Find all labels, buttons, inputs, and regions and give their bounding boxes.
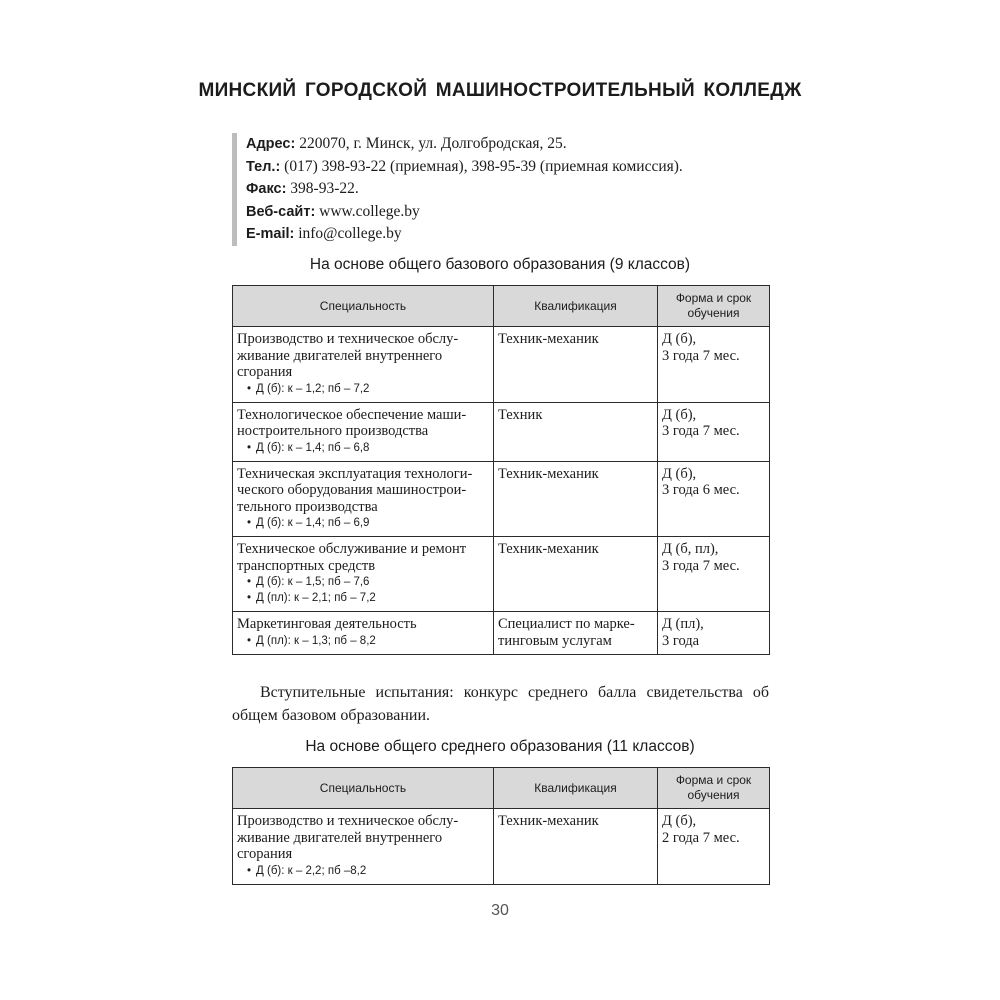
- specialty-name: Производство и техническое обслуживание двигателей внутреннего сгорания: [237, 813, 459, 862]
- qualification-cell: Техник-механик: [494, 537, 658, 612]
- email-value: info@college.by: [294, 225, 402, 242]
- phone-line: [246, 156, 806, 179]
- bullet-icon: •: [247, 576, 252, 588]
- admission-score: [237, 574, 489, 590]
- table-body: [233, 327, 770, 655]
- study-term: 2 года 7 мес.: [662, 829, 740, 846]
- bullet-icon: •: [247, 592, 252, 604]
- table-row: [233, 809, 770, 885]
- qualification-cell: Техник-механик: [494, 809, 658, 885]
- website-label: Веб-сайт:: [246, 203, 316, 220]
- admission-score: [237, 633, 489, 649]
- table-row: [233, 537, 770, 612]
- study-term: 3 года 7 мес.: [662, 347, 740, 364]
- column-header-specialty: Специальность: [233, 768, 494, 809]
- study-form: Д (б),: [662, 331, 697, 347]
- table-header-row: [233, 286, 770, 327]
- specialty-cell: [233, 461, 494, 537]
- bullet-icon: •: [247, 441, 252, 454]
- specialty-name: Техническая эксплуатация технологического оборудования машиностроительного производства: [237, 465, 473, 515]
- specialty-name: Маркетинговая деятельность: [237, 616, 417, 632]
- bullet-icon: •: [247, 517, 252, 529]
- specialty-cell: [233, 402, 494, 461]
- qualification-cell: Техник: [494, 402, 658, 461]
- admission-score-text: Д (б): к – 1,2; пб – 7,2: [256, 382, 370, 395]
- table-row: [233, 612, 770, 655]
- page-title: МИНСКИЙ ГОРОДСКОЙ МАШИНОСТРОИТЕЛЬНЫЙ КОЛЛЕДЖ: [198, 80, 802, 101]
- admission-score-text: Д (б): к – 1,5; пб – 7,6: [256, 576, 370, 588]
- study-term: 3 года 7 мес.: [662, 423, 740, 439]
- table-header-row: [233, 768, 770, 809]
- specialty-cell: [233, 537, 494, 612]
- email-line: [246, 223, 806, 246]
- study-term: 3 года: [662, 632, 700, 649]
- column-header-form-term: Форма и срок обучения: [658, 768, 770, 809]
- specialty-cell: [233, 612, 494, 655]
- study-form: Д (б),: [662, 465, 697, 482]
- entrance-note: Вступительные испытания: конкурс среднего балла свидетельства об общем базовом образовании.: [232, 684, 769, 724]
- column-header-qualification: Квалификация: [494, 286, 658, 327]
- address-value: 220070, г. Минск, ул. Долгобродская, 25.: [295, 135, 567, 152]
- admission-score: [237, 381, 489, 397]
- fax-value: 398-93-22.: [286, 180, 359, 197]
- phone-value: (017) 398-93-22 (приемная), 398-95-39 (приемная комиссия).: [280, 157, 683, 175]
- column-header-form-term: Форма и срок обучения: [658, 286, 770, 327]
- address-line: [246, 133, 806, 156]
- form-term-cell: [658, 537, 770, 612]
- admission-score-text: Д (б): к – 1,4; пб – 6,9: [256, 517, 370, 529]
- website-line: [246, 201, 806, 224]
- admission-score: [237, 590, 489, 606]
- specialty-cell: [233, 809, 494, 885]
- column-header-specialty: Специальность: [233, 286, 494, 327]
- form-term-cell: [658, 327, 770, 403]
- section1-heading: На основе общего базового образования (9 классов): [309, 256, 691, 273]
- fax-line: [246, 178, 806, 201]
- admission-score-text: Д (пл): к – 2,1; пб – 7,2: [256, 592, 376, 604]
- specialty-table-9: [232, 285, 770, 655]
- bullet-icon: •: [247, 634, 252, 647]
- page-number: 30: [491, 902, 509, 919]
- table-body: [233, 809, 770, 885]
- contact-block: [232, 133, 806, 246]
- study-form: Д (б),: [662, 813, 697, 829]
- specialty-name: Производство и техническое обслуживание двигателей внутреннего сгорания: [237, 331, 459, 380]
- table-row: [233, 461, 770, 537]
- section2-heading: На основе общего среднего образования (11 классов): [305, 738, 695, 755]
- form-term-cell: [658, 809, 770, 885]
- column-header-qualification: Квалификация: [494, 768, 658, 809]
- qualification-cell: Техник-механик: [494, 327, 658, 403]
- table-row: [233, 402, 770, 461]
- admission-score: [237, 440, 489, 456]
- admission-score: [237, 863, 489, 879]
- website-value: www.college.by: [315, 202, 420, 220]
- admission-score: [237, 515, 489, 531]
- specialty-cell: [233, 327, 494, 403]
- fax-label: Факс:: [246, 181, 287, 197]
- form-term-cell: [658, 461, 770, 537]
- qualification-cell: Специалист по маркетинговым услугам: [494, 612, 658, 655]
- specialty-name: Техническое обслуживание и ремонт транспортных средств: [237, 541, 467, 574]
- form-term-cell: [658, 402, 770, 461]
- study-term: 3 года 7 мес.: [662, 557, 740, 574]
- admission-score-text: Д (б): к – 2,2; пб –8,2: [256, 864, 367, 877]
- admission-score-text: Д (пл): к – 1,3; пб – 8,2: [256, 634, 376, 647]
- address-label: Адрес:: [246, 136, 296, 152]
- bullet-icon: •: [247, 864, 252, 877]
- form-term-cell: [658, 612, 770, 655]
- study-form: Д (пл),: [662, 616, 704, 632]
- specialty-table-11: [232, 767, 770, 885]
- qualification-cell: Техник-механик: [494, 461, 658, 537]
- email-label: E-mail:: [246, 226, 295, 242]
- admission-score-text: Д (б): к – 1,4; пб – 6,8: [256, 441, 370, 454]
- bullet-icon: •: [247, 382, 252, 395]
- study-form: Д (б),: [662, 406, 697, 423]
- study-term: 3 года 6 мес.: [662, 482, 740, 498]
- table-row: [233, 327, 770, 403]
- study-form: Д (б, пл),: [662, 541, 719, 557]
- phone-label: Тел.:: [246, 158, 281, 175]
- specialty-name: Технологическое обеспечение машиностроительного производства: [237, 406, 467, 439]
